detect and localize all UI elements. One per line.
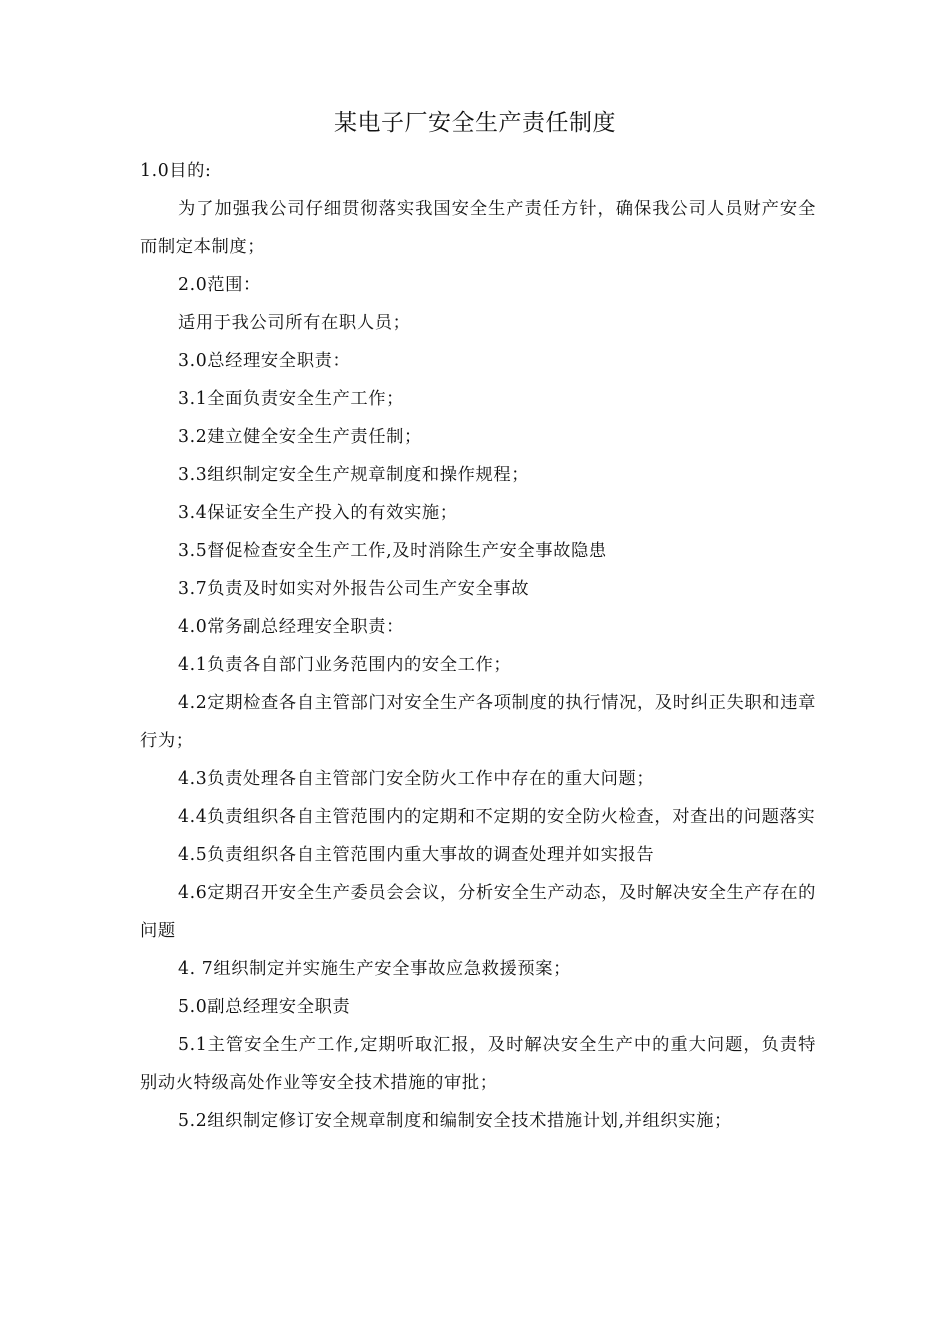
paragraph-7: 3.2建立健全安全生产责任制； bbox=[178, 427, 422, 447]
paragraph-6: 3.1全面负责安全生产工作； bbox=[178, 389, 404, 409]
document-body bbox=[140, 152, 816, 1140]
paragraph-20: 5.0副总经理安全职责 bbox=[178, 997, 351, 1017]
paragraph-11: 3.7负责及时如实对外报告公司生产安全事故 bbox=[178, 579, 530, 599]
paragraph-12: 4.0常务副总经理安全职责： bbox=[178, 617, 404, 637]
paragraph-13: 4.1负责各自部门业务范围内的安全工作； bbox=[178, 655, 512, 675]
paragraph-18: 4.6定期召开安全生产委员会会议，分析安全生产动态，及时解决安全生产存在的问题 bbox=[140, 883, 816, 941]
paragraph-4: 适用于我公司所有在职人员； bbox=[178, 313, 411, 333]
paragraph-22: 5.2组织制定修订安全规章制度和编制安全技术措施计划,并组织实施； bbox=[178, 1111, 732, 1131]
paragraph-21: 5.1主管安全生产工作,定期听取汇报，及时解决安全生产中的重大问题，负责特别动火特级高处作业等安全技术措施的审批； bbox=[140, 1035, 816, 1093]
paragraph-3: 2.0范围： bbox=[178, 275, 261, 295]
document-title: 某电子厂安全生产责任制度 bbox=[334, 110, 616, 136]
paragraph-16: 4.4负责组织各自主管范围内的定期和不定期的安全防火检查，对查出的问题落实 bbox=[178, 807, 816, 827]
paragraph-1: 1.0目的: bbox=[140, 161, 212, 181]
paragraph-14: 4.2定期检查各自主管部门对安全生产各项制度的执行情况，及时纠正失职和违章行为； bbox=[140, 693, 816, 751]
paragraph-9: 3.4保证安全生产投入的有效实施； bbox=[178, 503, 458, 523]
paragraph-10: 3.5督促检查安全生产工作,及时消除生产安全事故隐患 bbox=[178, 541, 607, 561]
paragraph-19: 4. 7组织制定并实施生产安全事故应急救援预案； bbox=[178, 959, 572, 979]
paragraph-15: 4.3负责处理各自主管部门安全防火工作中存在的重大问题； bbox=[178, 769, 655, 789]
paragraph-5: 3.0总经理安全职责： bbox=[178, 351, 351, 371]
paragraph-17: 4.5负责组织各自主管范围内重大事故的调查处理并如实报告 bbox=[178, 845, 655, 865]
paragraph-8: 3.3组织制定安全生产规章制度和操作规程； bbox=[178, 465, 530, 485]
paragraph-2: 为了加强我公司仔细贯彻落实我国安全生产责任方针，确保我公司人员财产安全而制定本制度； bbox=[140, 199, 816, 257]
